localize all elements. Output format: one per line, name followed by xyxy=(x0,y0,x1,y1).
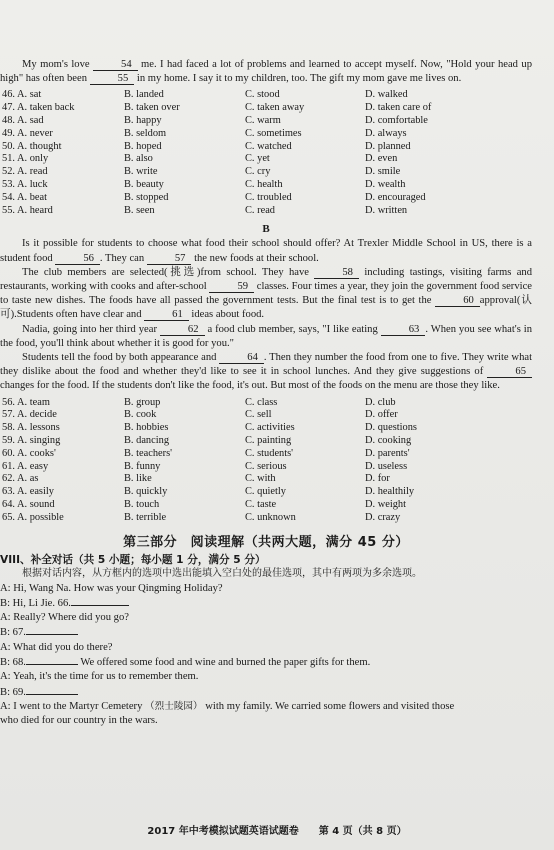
option-cell: 50. A. thought xyxy=(2,140,62,152)
option-cell: C. serious xyxy=(245,460,287,472)
option-cell: D. encouraged xyxy=(365,191,426,203)
option-cell: 60. A. cooks' xyxy=(2,447,56,459)
option-row xyxy=(0,435,532,448)
passage-b-paragraph-3 xyxy=(0,323,532,351)
blank-55: 55 xyxy=(90,73,135,85)
option-row xyxy=(0,205,532,218)
dialogue-line xyxy=(0,655,532,670)
option-cell: B. seldom xyxy=(124,127,167,139)
option-cell: D. walked xyxy=(365,89,408,101)
option-row xyxy=(0,141,532,154)
dialogue-line xyxy=(0,685,532,700)
option-cell: D. cooking xyxy=(365,435,412,446)
option-cell: C. troubled xyxy=(245,191,292,203)
option-cell: D. offer xyxy=(365,409,398,421)
option-cell: 56. A. team xyxy=(2,396,50,408)
text-span: including tastings, visiting farms and restaurants, working with cooks and after-school xyxy=(0,266,533,292)
passage-b-paragraph-4 xyxy=(0,351,532,394)
option-cell: B. like xyxy=(124,473,152,485)
option-cell: C. stood xyxy=(245,89,280,101)
option-cell: D. even xyxy=(365,153,398,165)
text-span: changes for the food. If the students don't like the food, it's out. But most of the foods on the menu are those they like. xyxy=(0,380,500,392)
option-cell: B. teachers' xyxy=(124,447,173,459)
option-cell: D. parents' xyxy=(365,447,410,459)
option-cell: B. happy xyxy=(124,115,162,126)
option-row xyxy=(0,461,532,474)
option-cell: C. sell xyxy=(245,409,272,421)
option-cell: 53. A. luck xyxy=(2,178,48,190)
option-cell: C. warm xyxy=(245,115,281,126)
options-table-b xyxy=(0,397,532,525)
option-cell: D. taken care of xyxy=(365,102,432,114)
option-cell: 61. A. easy xyxy=(2,460,49,472)
text-span: . When you see what's in the food, you'll think about whether it is good for you." xyxy=(0,323,532,349)
option-cell: B. quickly xyxy=(124,486,168,498)
text-span: approval(认可).Students often have clear and xyxy=(0,295,533,321)
option-cell: D. planned xyxy=(365,140,411,152)
option-cell: D. wealth xyxy=(365,178,406,190)
option-cell: C. taste xyxy=(245,498,277,510)
text-span: . Then they number the food from one to five. They write what they dislike about the food and whether they'd like to see it in school lunches. And they give suggestions of xyxy=(0,352,533,378)
dialogue-line: A: Hi, Wang Na. How was your Qingming Holiday? xyxy=(0,582,223,594)
option-row xyxy=(0,397,532,410)
option-cell: B. beauty xyxy=(124,178,164,190)
option-cell: B. taken over xyxy=(124,102,180,114)
blank-64: 64 xyxy=(219,352,264,364)
option-cell: 48. A. sad xyxy=(2,115,44,126)
options-table-a xyxy=(0,89,532,217)
blank-60: 60 xyxy=(435,295,480,307)
option-cell: C. yet xyxy=(245,153,270,165)
text-span: Nadia, going into her third year xyxy=(22,323,157,335)
option-cell: C. activities xyxy=(245,422,295,434)
option-cell: C. watched xyxy=(245,140,292,152)
blank-56: 56 xyxy=(55,253,100,265)
text-span: B: 68. xyxy=(0,657,26,669)
option-cell: B. funny xyxy=(124,460,161,472)
option-cell: 49. A. never xyxy=(2,127,53,139)
option-cell: D. weight xyxy=(365,498,406,510)
answer-blank-67 xyxy=(26,625,78,635)
option-row xyxy=(0,115,532,128)
option-cell: B. hobbies xyxy=(124,422,169,434)
option-cell: 57. A. decide xyxy=(2,409,57,421)
option-cell: D. written xyxy=(365,204,408,216)
option-cell: C. painting xyxy=(245,435,292,446)
dialogue-line xyxy=(0,700,532,714)
blank-57: 57 xyxy=(147,253,192,265)
option-cell: C. unknown xyxy=(245,511,296,523)
dialogue-line xyxy=(0,596,532,611)
option-cell: D. questions xyxy=(365,422,417,434)
option-cell: 52. A. read xyxy=(2,166,48,178)
dialogue-line: A: Really? Where did you go? xyxy=(0,612,129,624)
option-cell: C. with xyxy=(245,473,276,485)
text-span: the new foods at their school. xyxy=(194,252,319,264)
option-cell: D. comfortable xyxy=(365,115,428,126)
option-cell: 62. A. as xyxy=(2,473,39,485)
text-span: （烈士陵园） xyxy=(145,700,203,712)
passage-a-paragraph xyxy=(0,58,532,86)
part3-title: 第三部分 阅读理解（共两大题，满分 45 分） xyxy=(123,534,409,550)
option-row xyxy=(0,102,532,115)
text-span: . They can xyxy=(99,252,145,264)
text-span: Students tell the food by both appearance and xyxy=(22,352,217,363)
option-cell: 47. A. taken back xyxy=(2,102,75,114)
dialogue-line: A: Yeah, it's the time for us to remember them. xyxy=(0,671,199,683)
option-cell: 65. A. possible xyxy=(2,511,64,523)
option-row xyxy=(0,448,532,461)
dialogue-line xyxy=(0,625,532,640)
option-cell: D. healthily xyxy=(365,486,415,498)
text-span: classes. Four times a year, they join the government food service to taste new dishes. The foods have all passed the government tests. But the final test is to get the xyxy=(0,280,532,307)
option-cell: B. group xyxy=(124,396,161,408)
option-cell: C. cry xyxy=(245,166,271,178)
option-cell: 55. A. heard xyxy=(2,204,53,216)
text-span: The club members are selected(挑选)from school. They have xyxy=(22,266,309,278)
text-span: me. I had faced a lot of problems and learned to accept myself. Now, "Hold your head up high" has often been xyxy=(0,59,532,85)
option-cell: 54. A. beat xyxy=(2,191,48,203)
option-cell: C. taken away xyxy=(245,102,305,114)
text-span: We offered some food and wine and burned the paper gifts for them. xyxy=(80,657,371,669)
option-cell: B. dancing xyxy=(124,435,170,446)
option-cell: C. quietly xyxy=(245,486,286,498)
option-cell: C. students' xyxy=(245,447,294,459)
text-span: B: Hi, Li Jie. 66. xyxy=(0,597,71,609)
answer-blank-68 xyxy=(26,655,78,665)
section-viii-title: VIII、补全对话（共 5 小题；每小题 1 分，满分 5 分） xyxy=(0,553,266,566)
dialogue xyxy=(0,582,532,729)
text-span: B: 67. xyxy=(0,627,26,639)
option-row xyxy=(0,89,532,102)
option-row xyxy=(0,179,532,192)
text-span: Is it possible for students to choose what food their school should offer? At Trexler Middle School in US, there is a student food xyxy=(0,238,532,264)
option-cell: D. always xyxy=(365,127,407,139)
option-cell: D. useless xyxy=(365,460,408,472)
text-span: My mom's love xyxy=(22,59,90,70)
blank-54: 54 xyxy=(93,59,138,71)
option-cell: B. terrible xyxy=(124,511,167,523)
option-row xyxy=(0,192,532,205)
blank-58: 58 xyxy=(314,267,359,279)
option-row xyxy=(0,499,532,512)
option-cell: C. health xyxy=(245,178,283,190)
text-span: a food club member, says, "I like eating xyxy=(207,323,378,335)
option-row xyxy=(0,153,532,166)
answer-blank-66 xyxy=(71,596,129,606)
option-row xyxy=(0,409,532,422)
option-cell: D. for xyxy=(365,473,390,485)
option-cell: B. landed xyxy=(124,89,164,101)
option-row xyxy=(0,512,532,525)
text-span: with my family. We carried some flowers and visited those xyxy=(205,700,455,712)
blank-63: 63 xyxy=(381,324,426,336)
section-b-heading: B xyxy=(262,223,270,236)
option-row xyxy=(0,128,532,141)
option-row xyxy=(0,486,532,499)
option-cell: B. cook xyxy=(124,409,157,421)
option-cell: 64. A. sound xyxy=(2,498,55,510)
option-cell: D. crazy xyxy=(365,511,401,523)
blank-59: 59 xyxy=(209,281,254,293)
option-cell: C. class xyxy=(245,396,278,408)
option-cell: 63. A. easily xyxy=(2,486,54,498)
option-row xyxy=(0,166,532,179)
option-cell: 58. A. lessons xyxy=(2,422,60,434)
passage-b-paragraph-1 xyxy=(0,237,532,265)
option-cell: C. sometimes xyxy=(245,127,302,139)
text-span: B: 69. xyxy=(0,686,26,698)
option-row xyxy=(0,473,532,486)
option-cell: B. also xyxy=(124,153,153,165)
option-cell: B. hoped xyxy=(124,140,162,152)
text-span: A: I went to the Martyr Cemetery xyxy=(0,700,143,712)
blank-62: 62 xyxy=(160,324,205,336)
option-cell: 59. A. singing xyxy=(2,435,61,446)
dialogue-line: who died for our country in the wars. xyxy=(0,715,158,727)
section-viii-instruction: 根据对话内容，从方框内的选项中选出能填入空白处的最佳选项，其中有两项为多余选项。 xyxy=(22,567,422,579)
dialogue-line: A: What did you do there? xyxy=(0,641,113,653)
option-cell: D. smile xyxy=(365,166,401,178)
answer-blank-69 xyxy=(26,685,78,695)
option-cell: 51. A. only xyxy=(2,153,49,165)
text-span: ideas about food. xyxy=(191,309,265,321)
option-cell: C. read xyxy=(245,204,276,216)
option-cell: B. write xyxy=(124,166,158,178)
option-cell: B. seen xyxy=(124,204,155,216)
passage-b-paragraph-2 xyxy=(0,266,532,323)
page-footer: 2017 年中考模拟试题英语试题卷 第 4 页（共 8 页） xyxy=(147,826,407,837)
blank-65: 65 xyxy=(487,366,532,378)
text-span: in my home. I say it to my children, too. The gift my mom gave me lives on. xyxy=(136,73,462,85)
option-cell: B. stopped xyxy=(124,191,169,203)
option-cell: D. club xyxy=(365,396,396,408)
blank-61: 61 xyxy=(144,309,189,321)
option-cell: 46. A. sat xyxy=(2,89,42,101)
option-row xyxy=(0,422,532,435)
option-cell: B. touch xyxy=(124,498,160,510)
